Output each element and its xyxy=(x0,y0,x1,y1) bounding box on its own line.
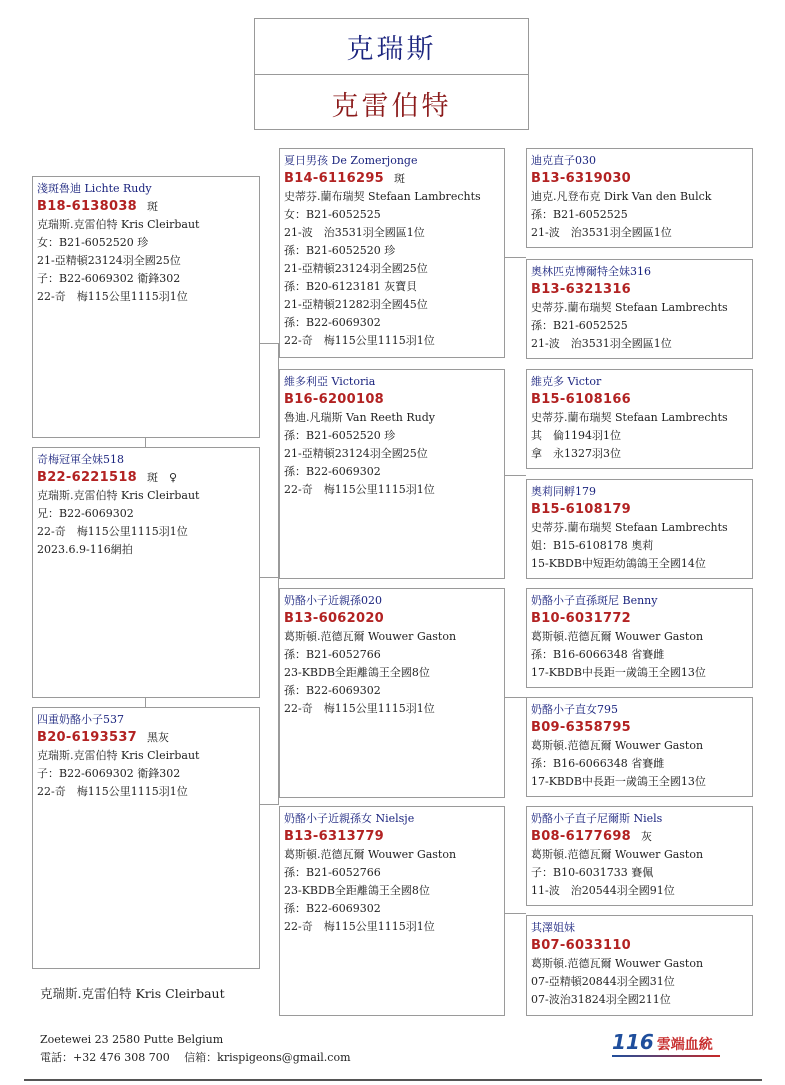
pedigree-card-grandsire-paternal xyxy=(279,148,505,358)
ring-number: B14-6116295 斑 xyxy=(284,171,406,186)
detail-line: 23-KBDB全距離鴿王全國8位 xyxy=(284,884,430,897)
detail-line: 史蒂芬.蘭布瑞契 Stefaan Lambrechts xyxy=(284,190,481,203)
ring-number: B10-6031772 xyxy=(531,611,632,626)
pedigree-card-ggp-6 xyxy=(526,697,753,797)
detail-line: 07-亞精頓20844羽全國31位 xyxy=(531,975,675,988)
ring-number: B08-6177698 灰 xyxy=(531,829,653,844)
detail-line: 克瑞斯.克雷伯特 Kris Cleirbaut xyxy=(37,749,200,762)
logo-text: 雲端血統 xyxy=(656,1037,713,1053)
ring-number: B13-6062020 xyxy=(284,611,385,626)
ring-number: B07-6033110 xyxy=(531,938,632,953)
detail-line: 孫：B16-6066348 省賽雌 xyxy=(531,648,665,661)
detail-line: 魯迪.凡瑞斯 Van Reeth Rudy xyxy=(284,411,435,424)
ring-number: B13-6313779 xyxy=(284,829,385,844)
connector-line xyxy=(504,697,526,698)
owner-last-name: 克雷伯特 xyxy=(331,90,452,122)
detail-line: 史蒂芬.蘭布瑞契 Stefaan Lambrechts xyxy=(531,301,728,314)
connector-line xyxy=(504,913,526,914)
detail-line: 史蒂芬.蘭布瑞契 Stefaan Lambrechts xyxy=(531,411,728,424)
detail-line: 葛斯頓.范德瓦爾 Wouwer Gaston xyxy=(284,848,457,861)
detail-line: 女：B21-6052525 xyxy=(284,208,381,221)
color-sex: 斑 ♀ xyxy=(147,471,178,484)
connector-line xyxy=(504,257,526,258)
ring-number: B16-6200108 xyxy=(284,392,385,407)
pigeon-name: 奧林匹克博爾特全妹316 xyxy=(531,265,651,278)
pigeon-name: 奇梅冠軍全妹518 xyxy=(37,453,124,466)
detail-line: 葛斯頓.范德瓦爾 Wouwer Gaston xyxy=(284,630,457,643)
detail-line: 22-奇 梅115公里1115羽1位 xyxy=(37,785,188,798)
pedigree-card-subject xyxy=(32,447,260,698)
color-sex: 斑 xyxy=(394,172,406,185)
detail-line: 孫：B21-6052766 xyxy=(284,648,381,661)
detail-line: 克瑞斯.克雷伯特 Kris Cleirbaut xyxy=(37,218,200,231)
detail-line: 21-亞精頓23124羽全國25位 xyxy=(284,262,428,275)
detail-line: 21-亞精頓23124羽全國25位 xyxy=(37,254,181,267)
detail-line: 21-亞精頓21282羽全國45位 xyxy=(284,298,428,311)
detail-line: 17-KBDB中長距一歲鴿王全國13位 xyxy=(531,775,706,788)
pigeon-name: 奶酪小子直孫斑尼 Benny xyxy=(531,594,658,607)
detail-line: 22-奇 梅115公里1115羽1位 xyxy=(284,702,435,715)
bottom-rule xyxy=(24,1079,762,1081)
detail-line: 孫：B21-6052525 xyxy=(531,319,628,332)
pigeon-name: 四重奶酪小子537 xyxy=(37,713,124,726)
ring-number: B18-6138038 斑 xyxy=(37,199,159,214)
detail-line: 拿 永1327羽3位 xyxy=(531,447,621,460)
connector-line xyxy=(504,475,526,476)
detail-line: 22-奇 梅115公里1115羽1位 xyxy=(37,290,188,303)
color-sex: 斑 xyxy=(147,200,159,213)
owner-title-box xyxy=(254,18,529,130)
detail-line: 孫：B21-6052525 xyxy=(531,208,628,221)
pigeon-name: 淺斑魯迪 Lichte Rudy xyxy=(37,182,152,195)
pedigree-card-granddam-paternal xyxy=(279,369,505,579)
pedigree-card-ggp-8 xyxy=(526,915,753,1016)
pigeon-name: 維克多 Victor xyxy=(531,375,602,388)
detail-line: 葛斯頓.范德瓦爾 Wouwer Gaston xyxy=(531,848,704,861)
color-sex: 灰 xyxy=(641,830,653,843)
pedigree-card-ggp-2 xyxy=(526,259,753,359)
detail-line: 葛斯頓.范德瓦爾 Wouwer Gaston xyxy=(531,630,704,643)
breeder-address: Zoetewei 23 2580 Putte Belgium xyxy=(40,1033,224,1046)
detail-line: 孫：B22-6069302 xyxy=(284,902,381,915)
ring-number: B15-6108166 xyxy=(531,392,632,407)
logo-underline xyxy=(612,1055,720,1057)
detail-line: 迪克.凡登布克 Dirk Van den Bulck xyxy=(531,190,712,203)
detail-line: 23-KBDB全距離鴿王全國8位 xyxy=(284,666,430,679)
detail-line: 孫：B16-6066348 省賽雌 xyxy=(531,757,665,770)
pigeon-name: 奧莉同孵179 xyxy=(531,485,596,498)
detail-line: 21-波 治3531羽全國區1位 xyxy=(531,337,672,350)
connector-line xyxy=(145,697,146,707)
detail-line: 女：B21-6052520 珍 xyxy=(37,236,149,249)
detail-line: 孫：B21-6052520 珍 xyxy=(284,244,396,257)
detail-line: 兄：B22-6069302 xyxy=(37,507,134,520)
detail-line: 22-奇 梅115公里1115羽1位 xyxy=(284,334,435,347)
connector-line xyxy=(259,804,279,805)
connector-line xyxy=(259,343,279,344)
detail-line: 其 倫1194羽1位 xyxy=(531,429,621,442)
detail-line: 17-KBDB中長距一歲鴿王全國13位 xyxy=(531,666,706,679)
detail-line: 07-波治31824羽全國211位 xyxy=(531,993,671,1006)
detail-line: 21-波 治3531羽全國區1位 xyxy=(531,226,672,239)
ring-number: B22-6221518 斑 ♀ xyxy=(37,470,178,485)
ring-number: B09-6358795 xyxy=(531,720,632,735)
owner-first-name: 克瑞斯 xyxy=(255,19,528,75)
connector-line xyxy=(259,577,279,578)
detail-line: 孫：B21-6052520 珍 xyxy=(284,429,396,442)
pigeon-name: 迪克直子030 xyxy=(531,154,596,167)
detail-line: 子：B22-6069302 衛鋒302 xyxy=(37,767,181,780)
pigeon-name: 奶酪小子近親孫020 xyxy=(284,594,382,607)
breeder-contact: 電話：+32 476 308 700 信箱：krispigeons@gmail.com xyxy=(40,1051,351,1064)
detail-line: 21-波 治3531羽全國區1位 xyxy=(284,226,425,239)
pedigree-card-grandsire-maternal xyxy=(279,588,505,798)
detail-line: 2023.6.9-116網拍 xyxy=(37,543,133,556)
color-sex: 黑灰 xyxy=(147,731,170,744)
pedigree-card-ggp-1 xyxy=(526,148,753,248)
site-logo xyxy=(612,1030,713,1054)
breeder-name: 克瑞斯.克雷伯特 Kris Cleirbaut xyxy=(40,986,225,1001)
detail-line: 克瑞斯.克雷伯特 Kris Cleirbaut xyxy=(37,489,200,502)
pedigree-card-ggp-4 xyxy=(526,479,753,579)
detail-line: 子：B10-6031733 賽佩 xyxy=(531,866,654,879)
pedigree-card-ggp-5 xyxy=(526,588,753,688)
pedigree-card-dam xyxy=(32,707,260,969)
pigeon-name: 奶酪小子直子尼爾斯 Niels xyxy=(531,812,663,825)
pigeon-name: 夏日男孩 De Zomerjonge xyxy=(284,154,418,167)
detail-line: 孫：B22-6069302 xyxy=(284,316,381,329)
detail-line: 孫：B22-6069302 xyxy=(284,684,381,697)
pigeon-name: 奶酪小子直女795 xyxy=(531,703,618,716)
pedigree-card-granddam-maternal xyxy=(279,806,505,1016)
detail-line: 史蒂芬.蘭布瑞契 Stefaan Lambrechts xyxy=(531,521,728,534)
detail-line: 11-波 治20544羽全國91位 xyxy=(531,884,675,897)
ring-number: B13-6321316 xyxy=(531,282,632,297)
detail-line: 15-KBDB中短距幼鴿鴿王全國14位 xyxy=(531,557,706,570)
pigeon-name: 奶酪小子近親孫女 Nielsje xyxy=(284,812,415,825)
connector-line xyxy=(145,437,146,447)
detail-line: 姐：B15-6108178 奧莉 xyxy=(531,539,654,552)
breeder-address-block xyxy=(40,1031,351,1067)
pigeon-name: 維多利亞 Victoria xyxy=(284,375,376,388)
pedigree-card-ggp-7 xyxy=(526,806,753,906)
detail-line: 孫：B21-6052766 xyxy=(284,866,381,879)
detail-line: 葛斯頓.范德瓦爾 Wouwer Gaston xyxy=(531,739,704,752)
detail-line: 葛斯頓.范德瓦爾 Wouwer Gaston xyxy=(531,957,704,970)
detail-line: 22-奇 梅115公里1115羽1位 xyxy=(37,525,188,538)
logo-number: 116 xyxy=(612,1030,654,1054)
detail-line: 孫：B22-6069302 xyxy=(284,465,381,478)
detail-line: 21-亞精頓23124羽全國25位 xyxy=(284,447,428,460)
pedigree-card-ggp-3 xyxy=(526,369,753,469)
detail-line: 子：B22-6069302 衛鋒302 xyxy=(37,272,181,285)
pedigree-card-sire xyxy=(32,176,260,438)
pigeon-name: 其澤姐妹 xyxy=(531,921,575,934)
ring-number: B20-6193537 黑灰 xyxy=(37,730,170,745)
ring-number: B15-6108179 xyxy=(531,502,632,517)
detail-line: 22-奇 梅115公里1115羽1位 xyxy=(284,483,435,496)
ring-number: B13-6319030 xyxy=(531,171,632,186)
detail-line: 孫：B20-6123181 灰寶貝 xyxy=(284,280,418,293)
detail-line: 22-奇 梅115公里1115羽1位 xyxy=(284,920,435,933)
